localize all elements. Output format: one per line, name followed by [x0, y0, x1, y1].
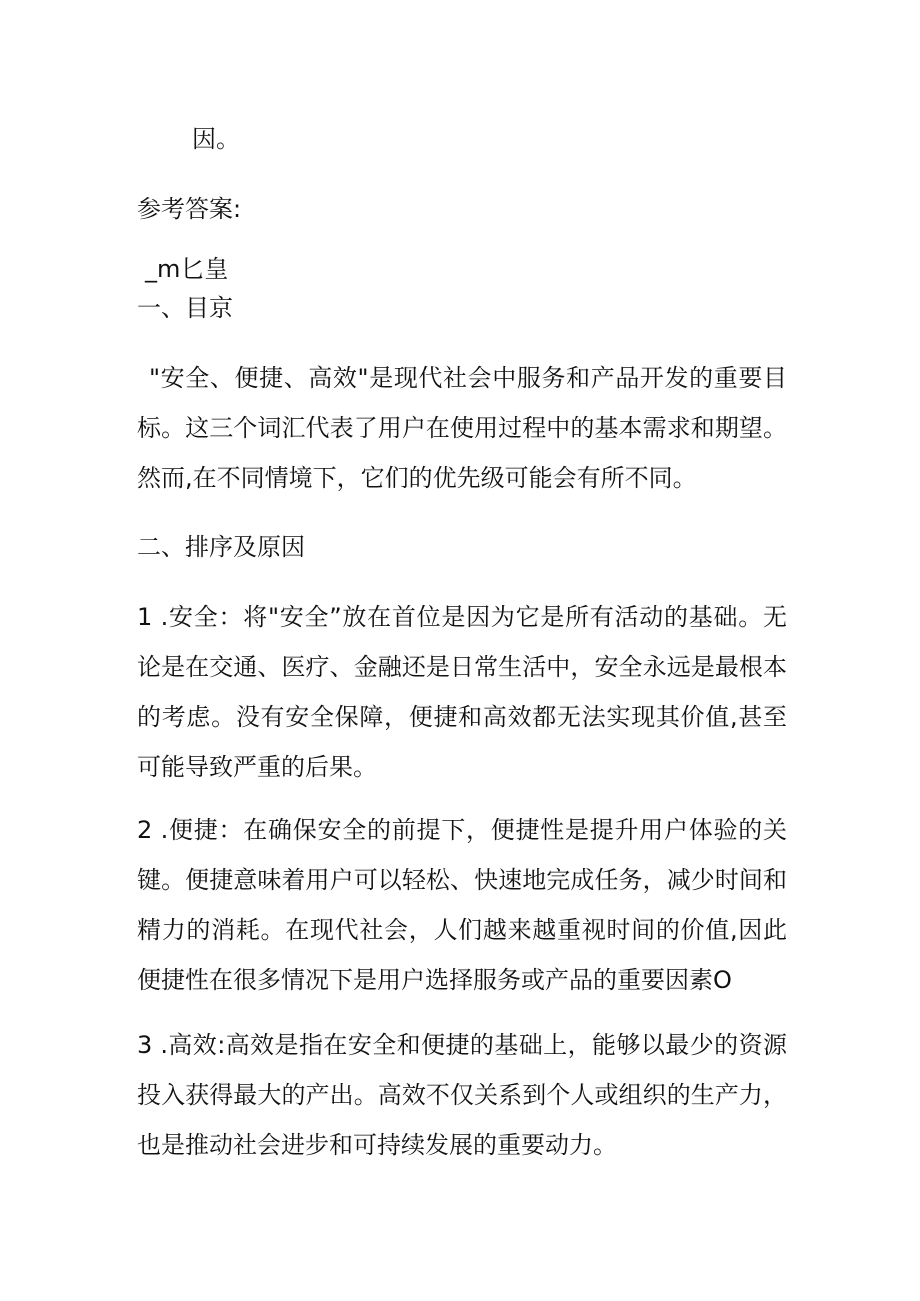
- section-heading-2: 二、排序及原因: [137, 533, 305, 561]
- garbled-heading: _m匕皇: [145, 255, 229, 283]
- fragment-continuation: 因。: [192, 125, 240, 153]
- section-heading-1: 一、目京: [137, 294, 233, 322]
- item-1-paragraph: 1 .安全：将"安全”放在首位是因为它是所有活动的基础。无论是在交通、医疗、金融还是日常生活中，安全永远是最根本的考虑。没有安全保障，便捷和高效都无法实现其价值,甚至可能导致严重的后果。: [137, 603, 787, 781]
- answer-label: 参考答案:: [137, 195, 242, 223]
- intro-paragraph: "安全、便捷、高效"是现代社会中服务和产品开发的重要目标。这三个词汇代表了用户在使用过程中的基本需求和期望。然而,在不同情境下，它们的优先级可能会有所不同。: [137, 364, 787, 492]
- item-3-paragraph: 3 .高效:高效是指在安全和便捷的基础上，能够以最少的资源投入获得最大的产出。高效不仅关系到个人或组织的生产力，也是推动社会进步和可持续发展的重要动力。: [137, 1031, 787, 1159]
- item-2-paragraph: 2 .便捷：在确保安全的前提下，便捷性是提升用户体验的关键。便捷意味着用户可以轻松、快速地完成任务，减少时间和精力的消耗。在现代社会，人们越来越重视时间的价值,因此便捷性在很多情况下是用户选择服务或产品的重要因素O: [137, 816, 787, 994]
